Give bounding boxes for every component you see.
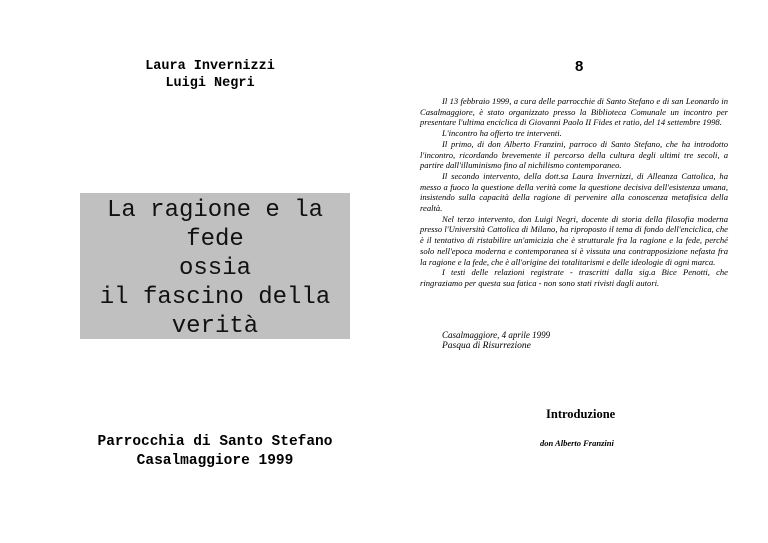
title-line: il fascino della (99, 284, 331, 311)
parish-name: Parrocchia di Santo Stefano (97, 434, 333, 450)
title-line: La ragione e la (106, 197, 324, 224)
paragraph: Il secondo intervento, della dott.sa Laura Invernizzi, di Alleanza Cattolica, ha messo a fuoco la questione della verità come la questione decisiva dell'esistenza umana, insistendo sulla capacità della ragione di pervenire alla conoscenza metafisica della realtà. (420, 170, 728, 214)
paragraph: Il 13 febbraio 1999, a cura delle parrocchie di Santo Stefano e di san Leonardo in Casalmaggiore, è stato organizzato presso la Biblioteca Comunale un incontro per presentare l'ultima enciclica di Giovanni Paolo II Fides et ratio, del 14 settembre 1998. (420, 96, 728, 128)
parish-block (80, 433, 350, 471)
paragraph: Il primo, di don Alberto Franzini, parroco di Santo Stefano, che ha introdotto l'incontro, ricordando brevemente il percorso della cultura degli ultimi tre secoli, a partire dall'illuminismo fino al nichilismo contemporaneo. (420, 138, 728, 171)
author-name: Laura Invernizzi (145, 59, 275, 74)
title-line: fede (186, 226, 244, 253)
preface-text (420, 96, 728, 289)
paragraph: L'incontro ha offerto tre interventi. (442, 128, 562, 139)
authors-block (110, 58, 310, 92)
paragraph: Nel terzo intervento, don Luigi Negri, docente di storia della filosofia moderna presso l'Università Cattolica di Milano, ha riproposto il tema di fondo dell'enciclica, che è il tentativo di ristabilire un'amicizia che è strutturale fra la ragione e la fede, perché solo nell'epoca moderna e contemporanea si è vissuta una contrapposizione nefasta fra la ragione e la fede, che è all'origine dei totalitarismi e delle ideologie di ogni marca. (420, 213, 728, 267)
book-title (80, 196, 350, 341)
page-number: 8 (575, 58, 584, 75)
title-line: verità (171, 313, 259, 340)
section-author: don Alberto Franzini (540, 438, 614, 448)
parish-place-year: Casalmaggiore 1999 (136, 453, 294, 469)
title-line: ossia (178, 255, 251, 282)
author-name: Luigi Negri (165, 76, 255, 91)
paragraph: I testi delle relazioni registrate - trascritti dalla sig.a Bice Penotti, che ringraziamo per questa sua fatica - non sono stati rivisti dagli autori. (420, 267, 728, 288)
section-heading: Introduzione (546, 407, 616, 421)
occasion-line: Pasqua di Risurrezione (442, 341, 531, 351)
dateline: Casalmaggiore, 4 aprile 1999 (442, 330, 551, 340)
